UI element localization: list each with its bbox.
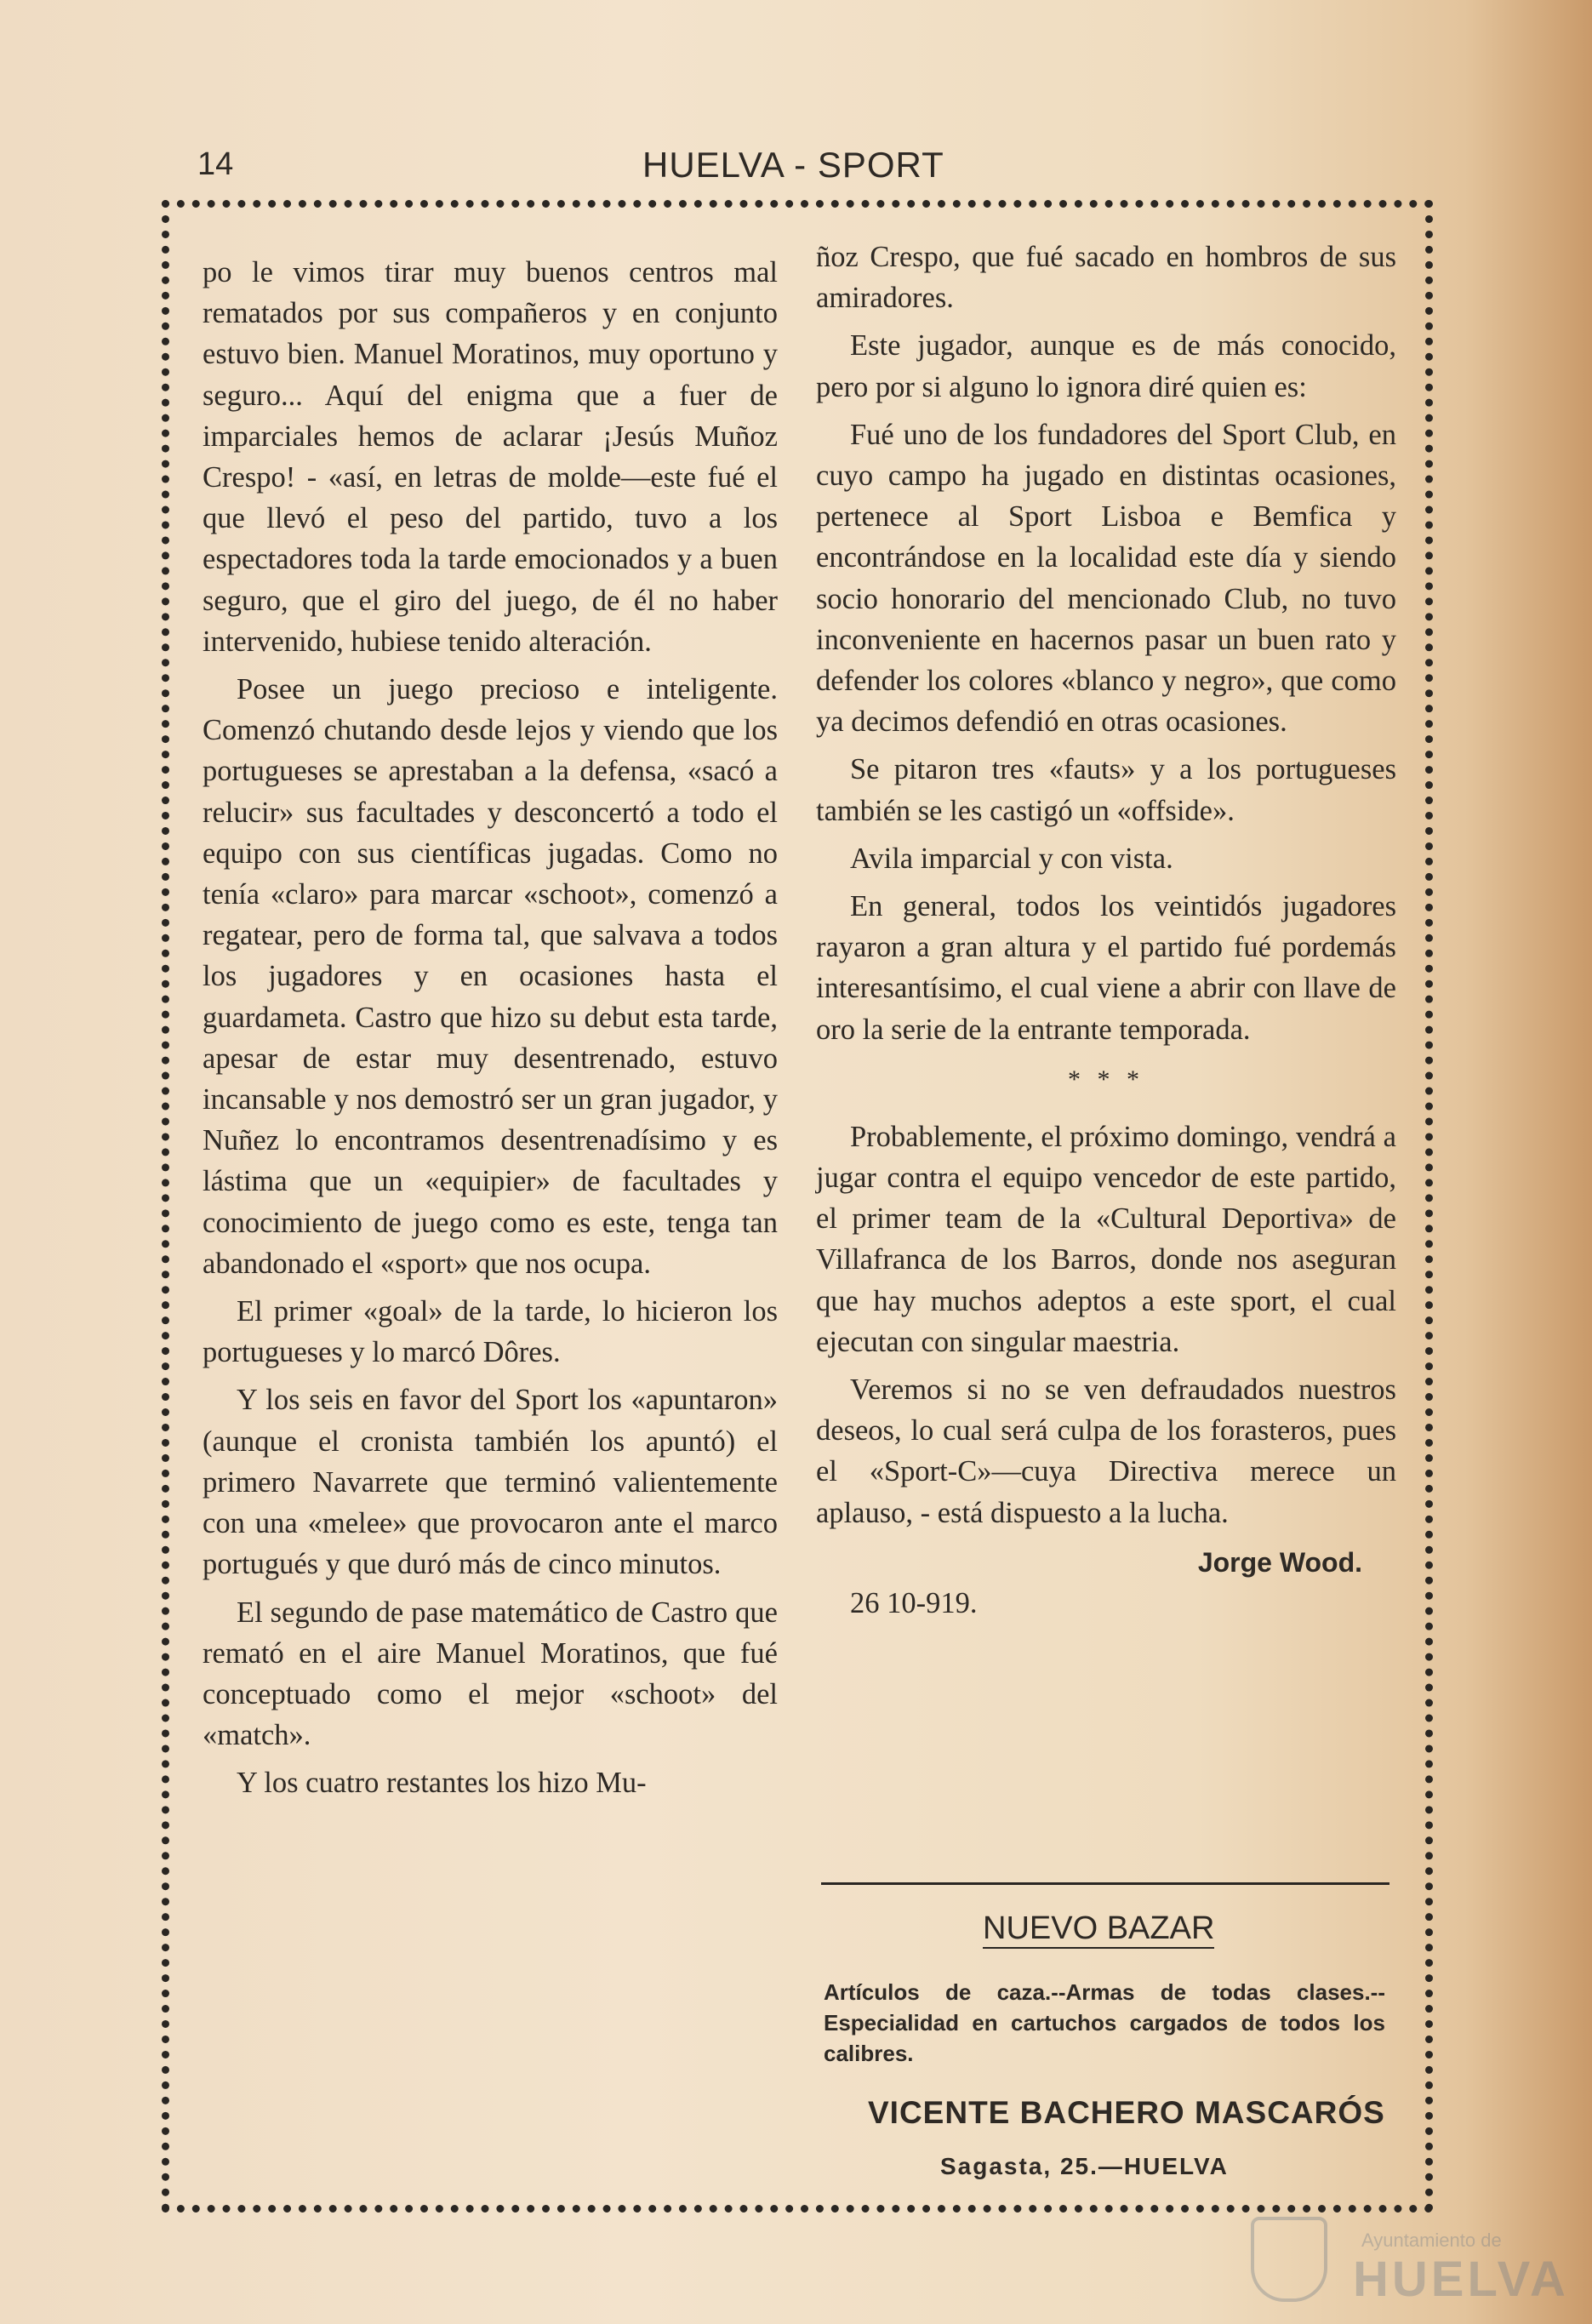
archive-watermark [1251, 2213, 1569, 2307]
paragraph: Posee un juego precioso e inteligente. Comenzó chutando desde lejos y viendo que los portugueses se aprestaban a la defensa, «sacó a relucir» sus facultades y desconcertó a todo el equipo con sus científicas jugadas. Como no tenía «claro» para marcar «schoot», comenzó a regatear, pero de forma tal, que salvava a todos los jugadores y en ocasiones hasta el guardameta. Castro que hizo su debut esta tarde, apesar de estar muy desentrenado, estuvo incansable y nos demostró ser un gran jugador, y Nuñez lo encontramos desentrenadísimo y es lástima que un «equipier» de facultades y conocimiento de juego como es este, tenga tan abandonado el «sport» que nos ocupa. [203, 673, 778, 1280]
paragraph: Avila imparcial y con vista. [850, 842, 1173, 875]
paragraph: El primer «goal» de la tarde, lo hicieron los portugueses y lo marcó Dôres. [203, 1295, 778, 1369]
ad-address: Sagasta, 25.—HUELVA [940, 2153, 1229, 2179]
ad-text: Artículos de caza.--Armas de todas clases.--Especialidad en cartuchos cargados de todos los calibres. [824, 1979, 1385, 2066]
article-date: 26 10-919. [850, 1587, 978, 1620]
paragraph: Y los cuatro restantes los hizo Mu- [237, 1767, 647, 1800]
author-signature: Jorge Wood. [1197, 1546, 1362, 1578]
right-column [816, 237, 1396, 1624]
paragraph: Probablemente, el próximo domingo, vendrá a jugar contra el equipo vencedor de este partido, el primer team de la «Cultural Deportiva» de Villafranca de los Barros, donde nos aseguran que hay muchos adeptos a este sport, el cual ejecutan con singular maestria. [816, 1120, 1396, 1358]
paragraph: po le vimos tirar muy buenos centros mal rematados por sus compañeros y en conjunto estuvo bien. Manuel Moratinos, muy oportuno y seguro... Aquí del enigma que a fuer de imparciales hemos de aclarar ¡Jesús Muñoz Crespo! - «así, en letras de molde—este fué el que llevó el peso del partido, tuvo a los espectadores toda la tarde emocionados y a buen seguro, que el giro del juego, de él no haber intervenido, hubiese tenido alteración. [203, 256, 778, 658]
ad-title: NUEVO BAZAR [983, 1910, 1214, 1949]
watermark-line2: HUELVA [1353, 2252, 1569, 2307]
paragraph: Este jugador, aunque es de más conocido, pero por si alguno lo ignora diré quien es: [816, 329, 1396, 403]
coat-of-arms-icon [1251, 2217, 1327, 2302]
ad-divider [821, 1882, 1389, 1885]
section-break: * * * [1068, 1065, 1144, 1093]
ad-merchant-name: VICENTE BACHERO MASCARÓS [868, 2095, 1385, 2130]
left-column [203, 252, 778, 1811]
paragraph: ñoz Crespo, que fué sacado en hombros de sus amiradores. [816, 241, 1396, 315]
paragraph: Fué uno de los fundadores del Sport Club, en cuyo campo ha jugado en distintas ocasiones, pertenece al Sport Lisboa e Bemfica y encontrándose en la localidad este día y siendo socio honorario del mencionado Club, no tuvo inconveniente en hacernos pasar un buen rato y defender los colores «blanco y negro», que como ya decimos defendió en otras ocasiones. [816, 418, 1396, 739]
page-number: 14 [197, 146, 234, 182]
paragraph: En general, todos los veintidós jugadores rayaron a gran altura y el partido fué pordemás interesantísimo, el cual viene a abrir con llave de oro la serie de la entrante temporada. [816, 890, 1396, 1046]
paragraph: El segundo de pase matemático de Castro que remató en el aire Manuel Moratinos, que fué conceptuado como el mejor «schoot» del «match». [203, 1596, 778, 1752]
paragraph: Y los seis en favor del Sport los «apuntaron» (aunque el cronista también los apuntó) el primero Navarrete que terminó valientemente con una «melee» que provocaron ante el marco portugués y que duró más de cinco minutos. [203, 1384, 778, 1581]
paragraph: Veremos si no se ven defraudados nuestros deseos, lo cual será culpa de los forasteros, pues el «Sport-C»—cuya Directiva merece un aplauso, - está dispuesto a la lucha. [816, 1373, 1396, 1529]
paragraph: Se pitaron tres «fauts» y a los portugueses también se les castigó un «offside». [816, 753, 1396, 827]
watermark-line1: Ayuntamiento de [1361, 2230, 1502, 2251]
header-title: HUELVA - SPORT [642, 145, 944, 185]
